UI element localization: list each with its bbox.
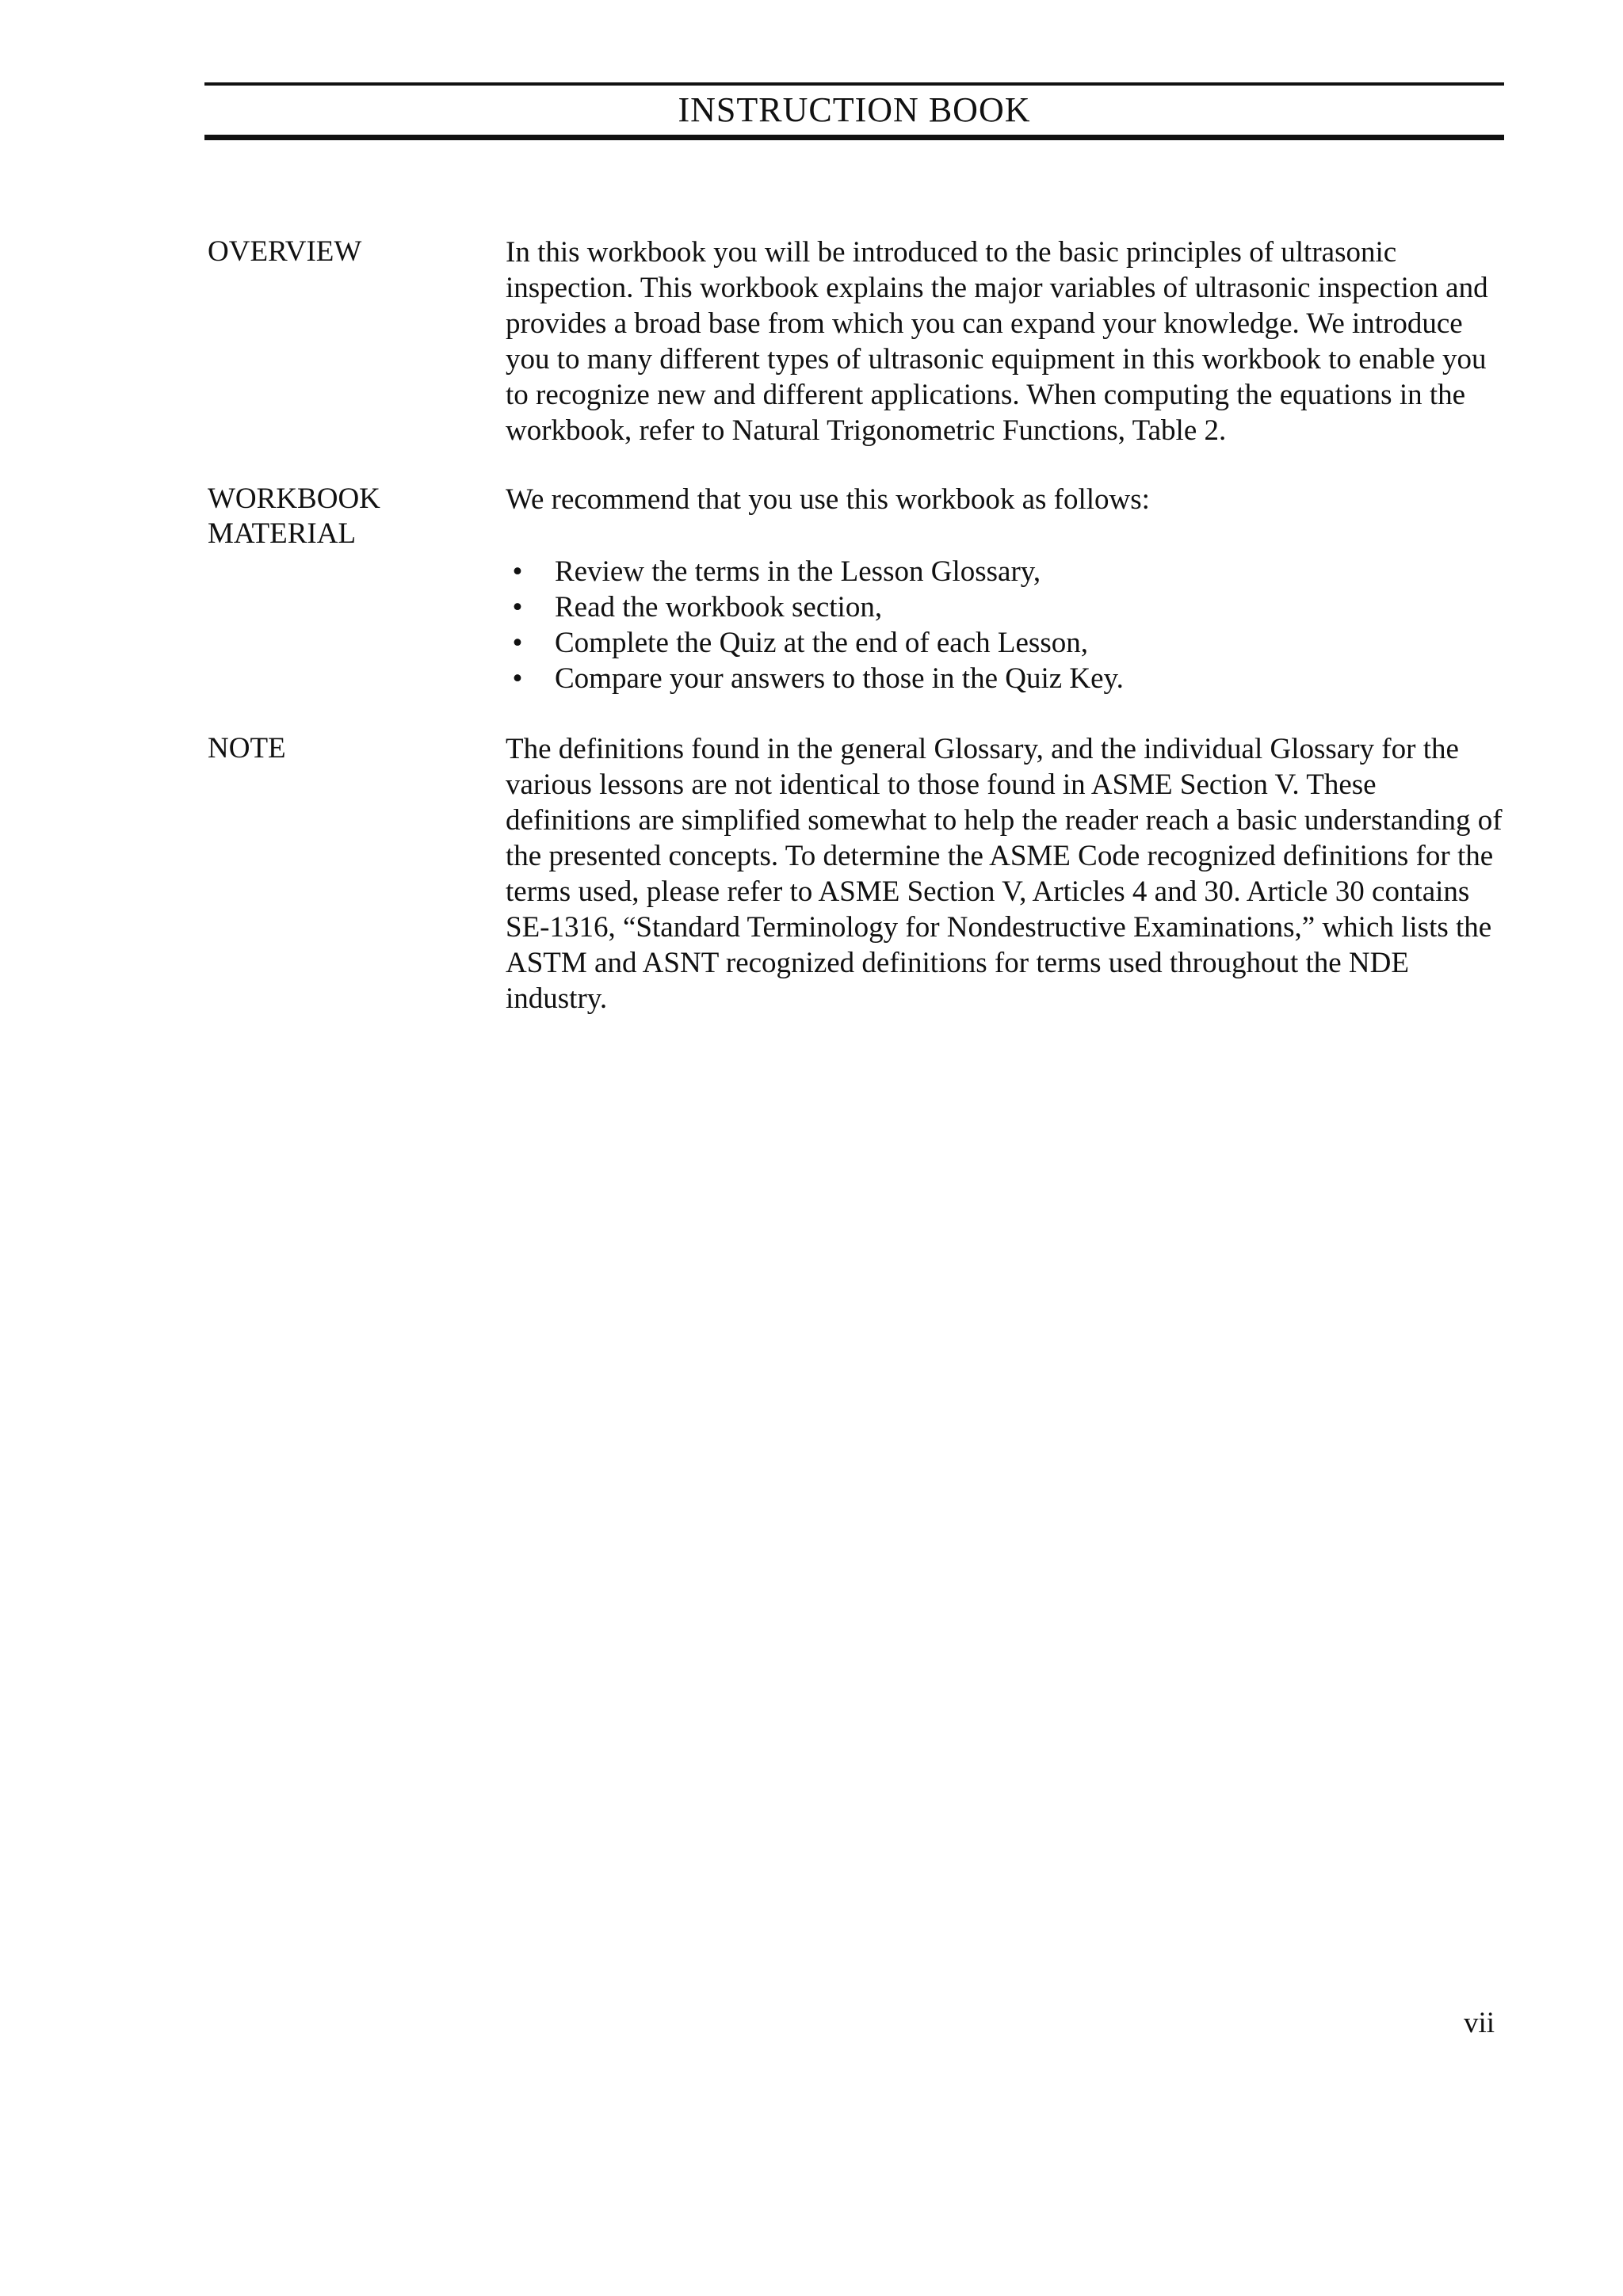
workbook-material-intro: We recommend that you use this workbook as follows: — [506, 483, 1150, 516]
overview-label: OVERVIEW — [208, 235, 362, 268]
workbook-material-label-line2: MATERIAL — [208, 517, 357, 550]
workbook-material-label-line1: WORKBOOK — [208, 482, 380, 515]
page-number: vii — [1463, 2007, 1495, 2039]
list-item — [506, 661, 1507, 696]
workbook-material-body — [506, 482, 1507, 696]
overview-text: In this workbook you will be introduced to the basic principles of ultrasonic inspection. This workbook explains the major variables of ultrasonic inspection and provides a broad base from which you can expand your knowledge. We introduce you to many different types of ultrasonic equipment in this workbook to enable you to recognize new and different applications. When computing the equations in the workbook, refer to Natural Trigonometric Functions, Table 2. — [506, 236, 1488, 447]
overview-body — [506, 235, 1507, 448]
bullet-icon: • — [512, 591, 523, 624]
workbook-material-label — [208, 482, 469, 551]
note-label: NOTE — [208, 732, 286, 765]
header-bottom-rule — [204, 135, 1504, 140]
workbook-steps-list — [506, 554, 1507, 696]
bullet-icon: • — [512, 627, 523, 659]
note-body — [506, 731, 1507, 1016]
list-item — [506, 625, 1507, 661]
list-item-text: Complete the Quiz at the end of each Lesson, — [555, 627, 1088, 659]
header-title: INSTRUCTION BOOK — [678, 90, 1031, 129]
list-item — [506, 589, 1507, 625]
bullet-icon: • — [512, 555, 523, 588]
page-header — [204, 82, 1504, 140]
list-item-text: Compare your answers to those in the Quiz Key. — [555, 662, 1124, 695]
list-item-text: Read the workbook section, — [555, 591, 883, 624]
list-item-text: Review the terms in the Lesson Glossary, — [555, 555, 1041, 588]
note-text: The definitions found in the general Glossary, and the individual Glossary for the various lessons are not identical to those found in ASME Section V. These definitions are simplified somewhat to help the reader reach a basic understanding of the presented concepts. To determine the ASME Code recognized definitions for the terms used, please refer to ASME Section V, Articles 4 and 30. Article 30 contains SE-1316, “Standard Terminology for Nondestructive Examinations,” which lists the ASTM and ASNT recognized definitions for terms used throughout the NDE industry. — [506, 733, 1503, 1015]
bullet-icon: • — [512, 662, 523, 695]
list-item — [506, 554, 1507, 589]
